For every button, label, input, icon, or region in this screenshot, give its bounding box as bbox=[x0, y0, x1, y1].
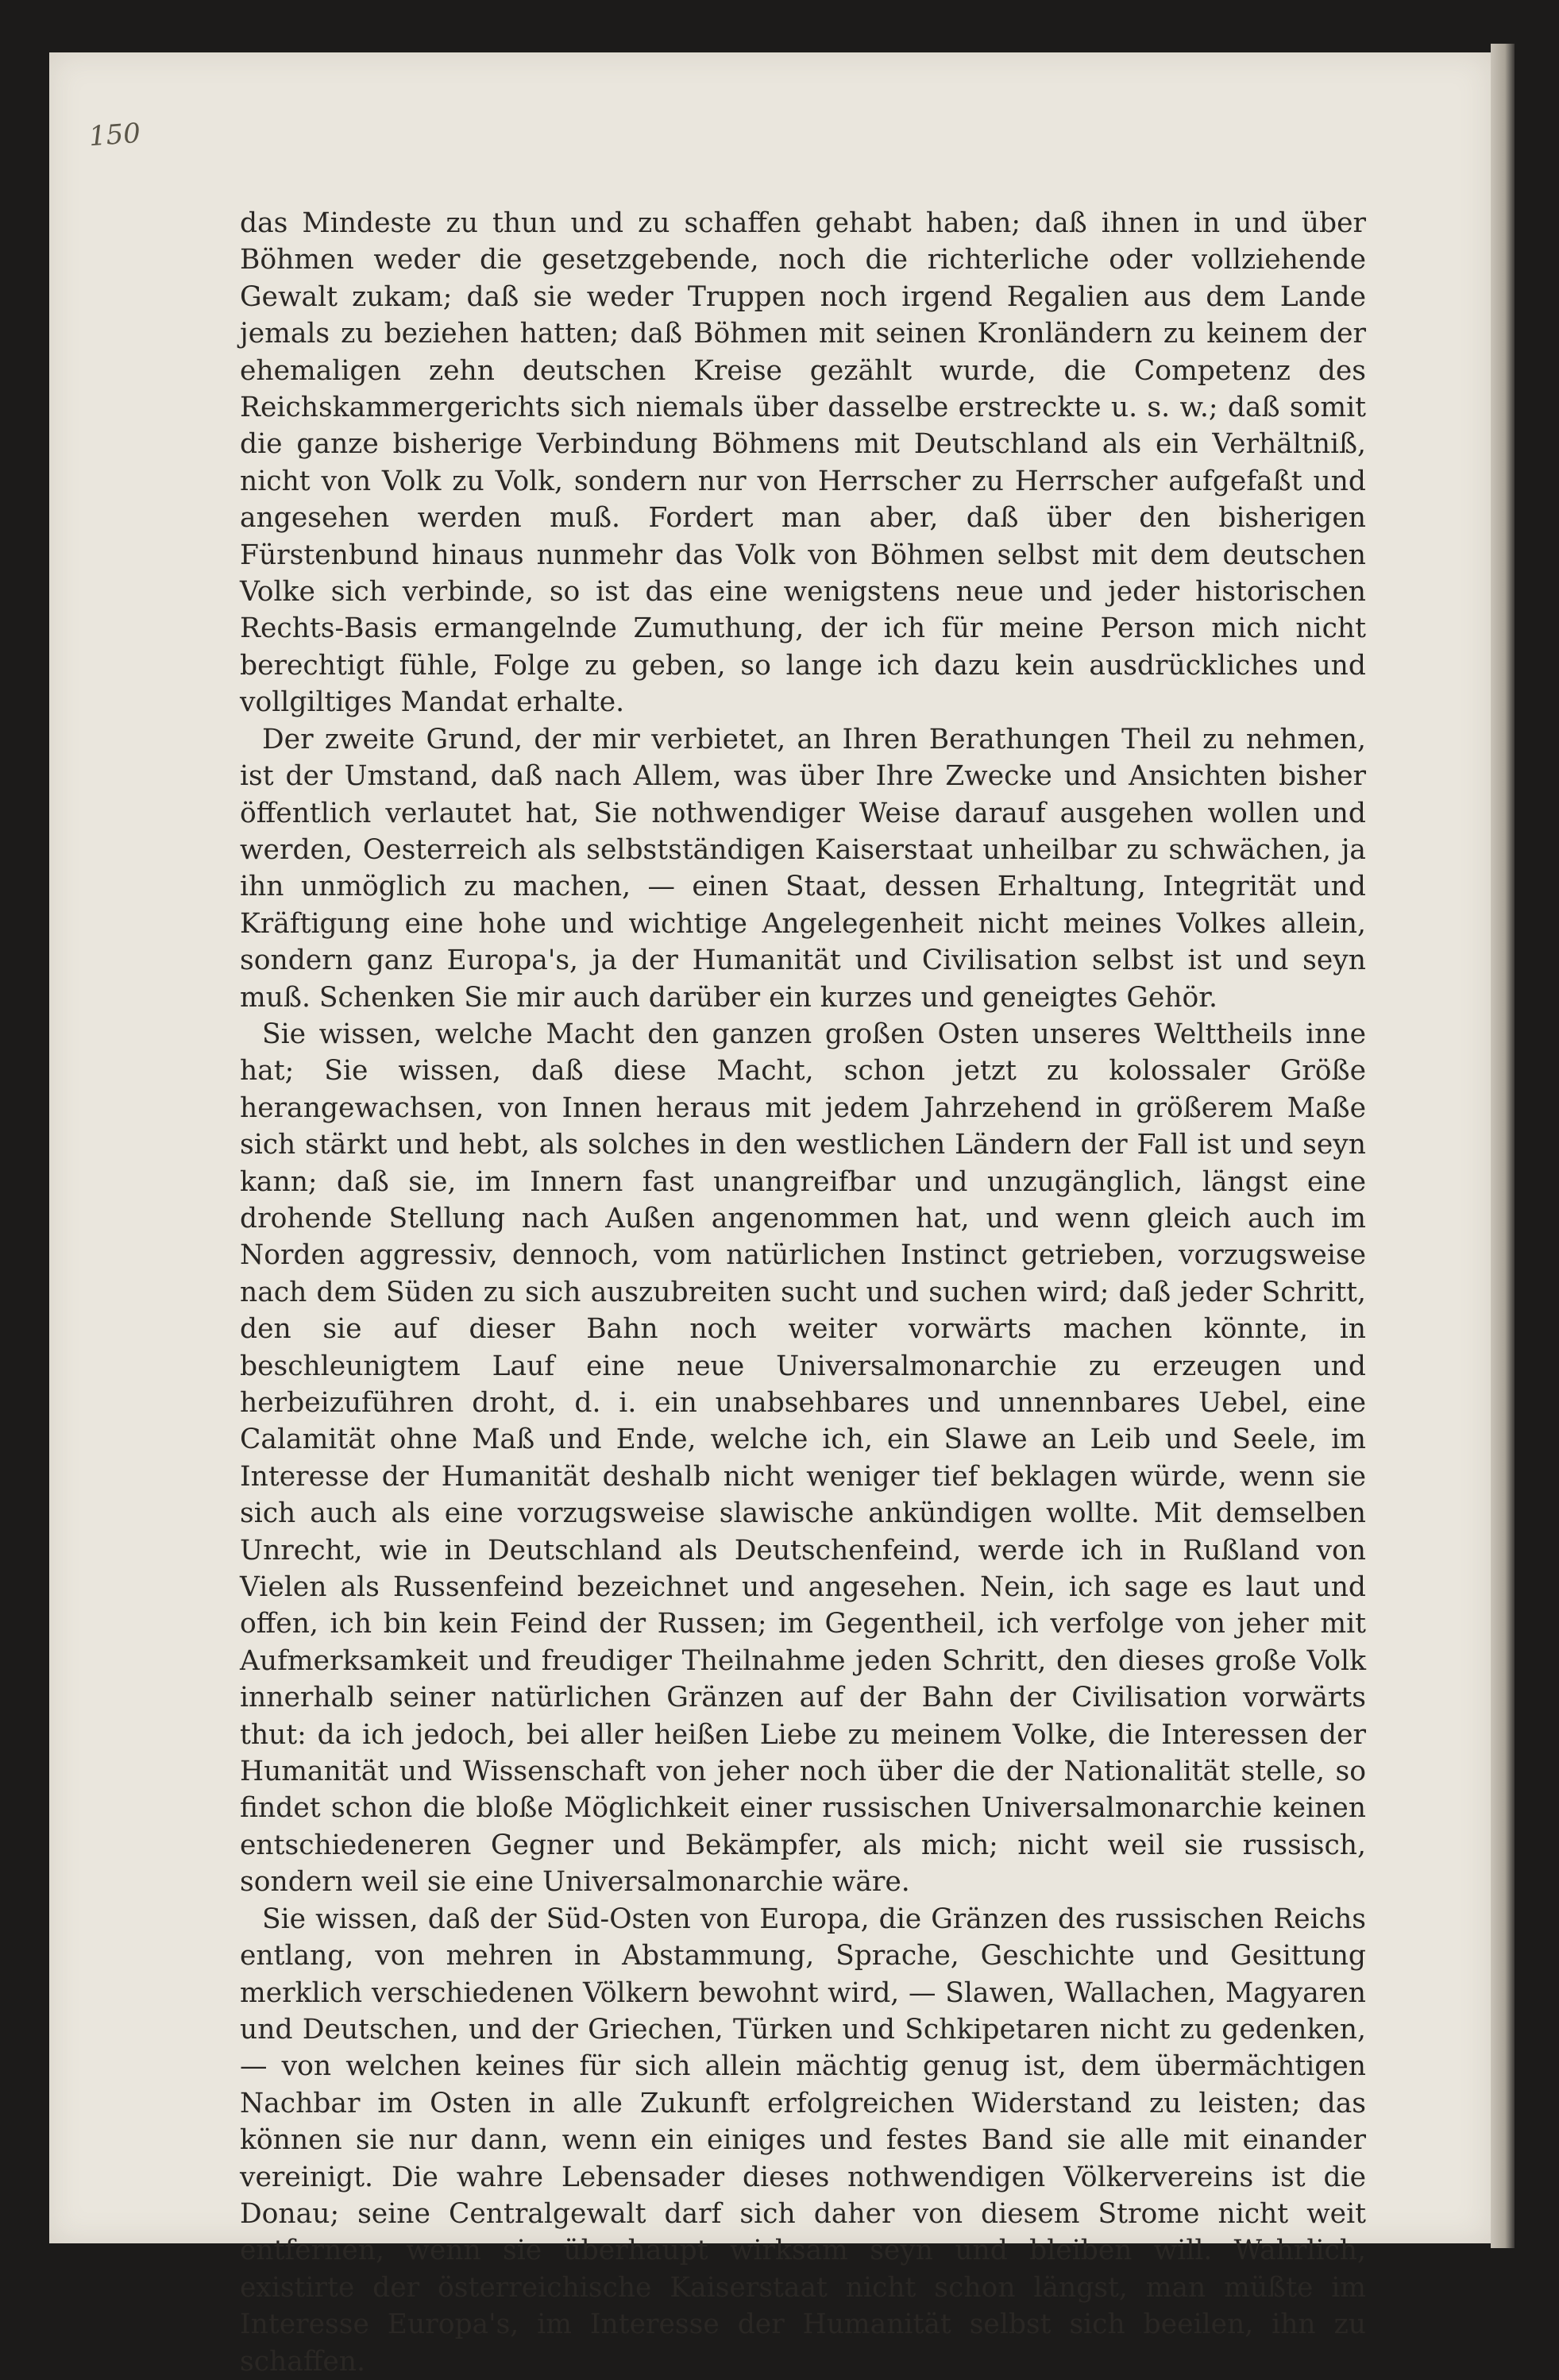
binding-edge bbox=[1491, 44, 1515, 2248]
paragraph-3: Sie wissen, welche Macht den ganzen großen Osten unseres Welttheils inne hat; Sie wissen, daß diese Macht, schon jetzt zu kolossaler Größe herangewachsen, von Innen heraus mit jedem Jahrzehend in größerem Maße sich stärkt und hebt, als solches in den westlichen Ländern der Fall ist und seyn kann; daß sie, im Innern fast unangreifbar und unzugänglich, längst eine drohende Stellung nach Außen angenommen hat, und wenn gleich auch im Norden aggressiv, dennoch, vom natürlichen Instinct getrieben, vorzugsweise nach dem Süden zu sich auszubreiten sucht und suchen wird; daß jeder Schritt, den sie auf dieser Bahn noch weiter vorwärts machen könnte, in beschleunigtem Lauf eine neue Universalmonarchie zu erzeugen und herbeizuführen droht, d. i. ein unabsehbares und unnennbares Uebel, eine Calamität ohne Maß und Ende, welche ich, ein Slawe an Leib und Seele, im Interesse der Humanität deshalb nicht weniger tief beklagen würde, wenn sie sich auch als eine vorzugsweise slawische ankündigen wollte. Mit demselben Unrecht, wie in Deutschland als Deutschenfeind, werde ich in Rußland von Vielen als Russenfeind bezeichnet und angesehen. Nein, ich sage es laut und offen, ich bin kein Feind der Russen; im Gegentheil, ich verfolge von jeher mit Aufmerksamkeit und freudiger Theilnahme jeden Schritt, den dieses große Volk innerhalb seiner natürlichen Gränzen auf der Bahn der Civilisation vorwärts thut: da ich jedoch, bei aller heißen Liebe zu meinem Volke, die Interessen der Humanität und Wissenschaft von jeher noch über die der Nationalität stelle, so findet schon die bloße Möglichkeit einer russischen Universalmonarchie keinen entschiedeneren Gegner und Bekämpfer, als mich; nicht weil sie russisch, sondern weil sie eine Universalmonarchie wäre. bbox=[240, 1018, 1366, 1899]
paragraph-1: das Mindeste zu thun und zu schaffen gehabt haben; daß ihnen in und über Böhmen weder die gesetzgebende, noch die richterliche oder vollziehende Gewalt zukam; daß sie weder Truppen noch irgend Regalien aus dem Lande jemals zu beziehen hatten; daß Böhmen mit seinen Kronländern zu keinem der ehemaligen zehn deutschen Kreise gezählt wurde, die Competenz des Reichskammergerichts sich niemals über dasselbe erstreckte u. s. w.; daß somit die ganze bisherige Verbindung Böhmens mit Deutschland als ein Verhältniß, nicht von Volk zu Volk, sondern nur von Herrscher zu Herrscher aufgefaßt und angesehen werden muß. Fordert man aber, daß über den bisherigen Fürstenbund hinaus nunmehr das Volk von Böhmen selbst mit dem deutschen Volke sich verbinde, so ist das eine wenigstens neue und jeder historischen Rechts-Basis ermangelnde Zumuthung, der ich für meine Person mich nicht berechtigt fühle, Folge zu geben, so lange ich dazu kein ausdrückliches und vollgiltiges Mandat erhalte. bbox=[240, 207, 1366, 719]
paragraph-4: Sie wissen, daß der Süd-Osten von Europa, die Gränzen des russischen Reichs entlang, von mehren in Abstammung, Sprache, Geschichte und Gesittung merklich verschiedenen Völkern bewohnt wird, — Slawen, Wallachen, Magyaren und Deutschen, und der Griechen, Türken und Schkipetaren nicht zu gedenken, — von welchen keines für sich allein mächtig genug ist, dem übermächtigen Nachbar im Osten in alle Zukunft erfolgreichen Widerstand zu leisten; das können sie nur dann, wenn ein einiges und festes Band sie alle mit einander vereinigt. Die wahre Lebensader dieses nothwendigen Völkervereins ist die Donau; seine Centralgewalt darf sich daher von diesem Strome nicht weit entfernen, wenn sie überhaupt wirksam seyn und bleiben will. Wahrlich, existirte der österreichische Kaiserstaat nicht schon längst, man müßte im Interesse Europa's, im Interesse der Humanität selbst sich beeilen, ihn zu schaffen. bbox=[240, 1903, 1366, 2378]
paragraph-2: Der zweite Grund, der mir verbietet, an Ihren Berathungen Theil zu nehmen, ist der Umstand, daß nach Allem, was über Ihre Zwecke und Ansichten bisher öffentlich verlautet hat, Sie nothwendiger Weise darauf ausgehen wollen und werden, Oesterreich als selbstständigen Kaiserstaat unheilbar zu schwächen, ja ihn unmöglich zu machen, — einen Staat, dessen Erhaltung, Integrität und Kräftigung eine hohe und wichtige Angelegenheit nicht meines Volkes allein, sondern ganz Europa's, ja der Humanität und Civilisation selbst ist und seyn muß. Schenken Sie mir auch darüber ein kurzes und geneigtes Gehör. bbox=[240, 723, 1366, 1014]
folio-number: 150 bbox=[87, 117, 142, 153]
body-text bbox=[240, 205, 1366, 2380]
